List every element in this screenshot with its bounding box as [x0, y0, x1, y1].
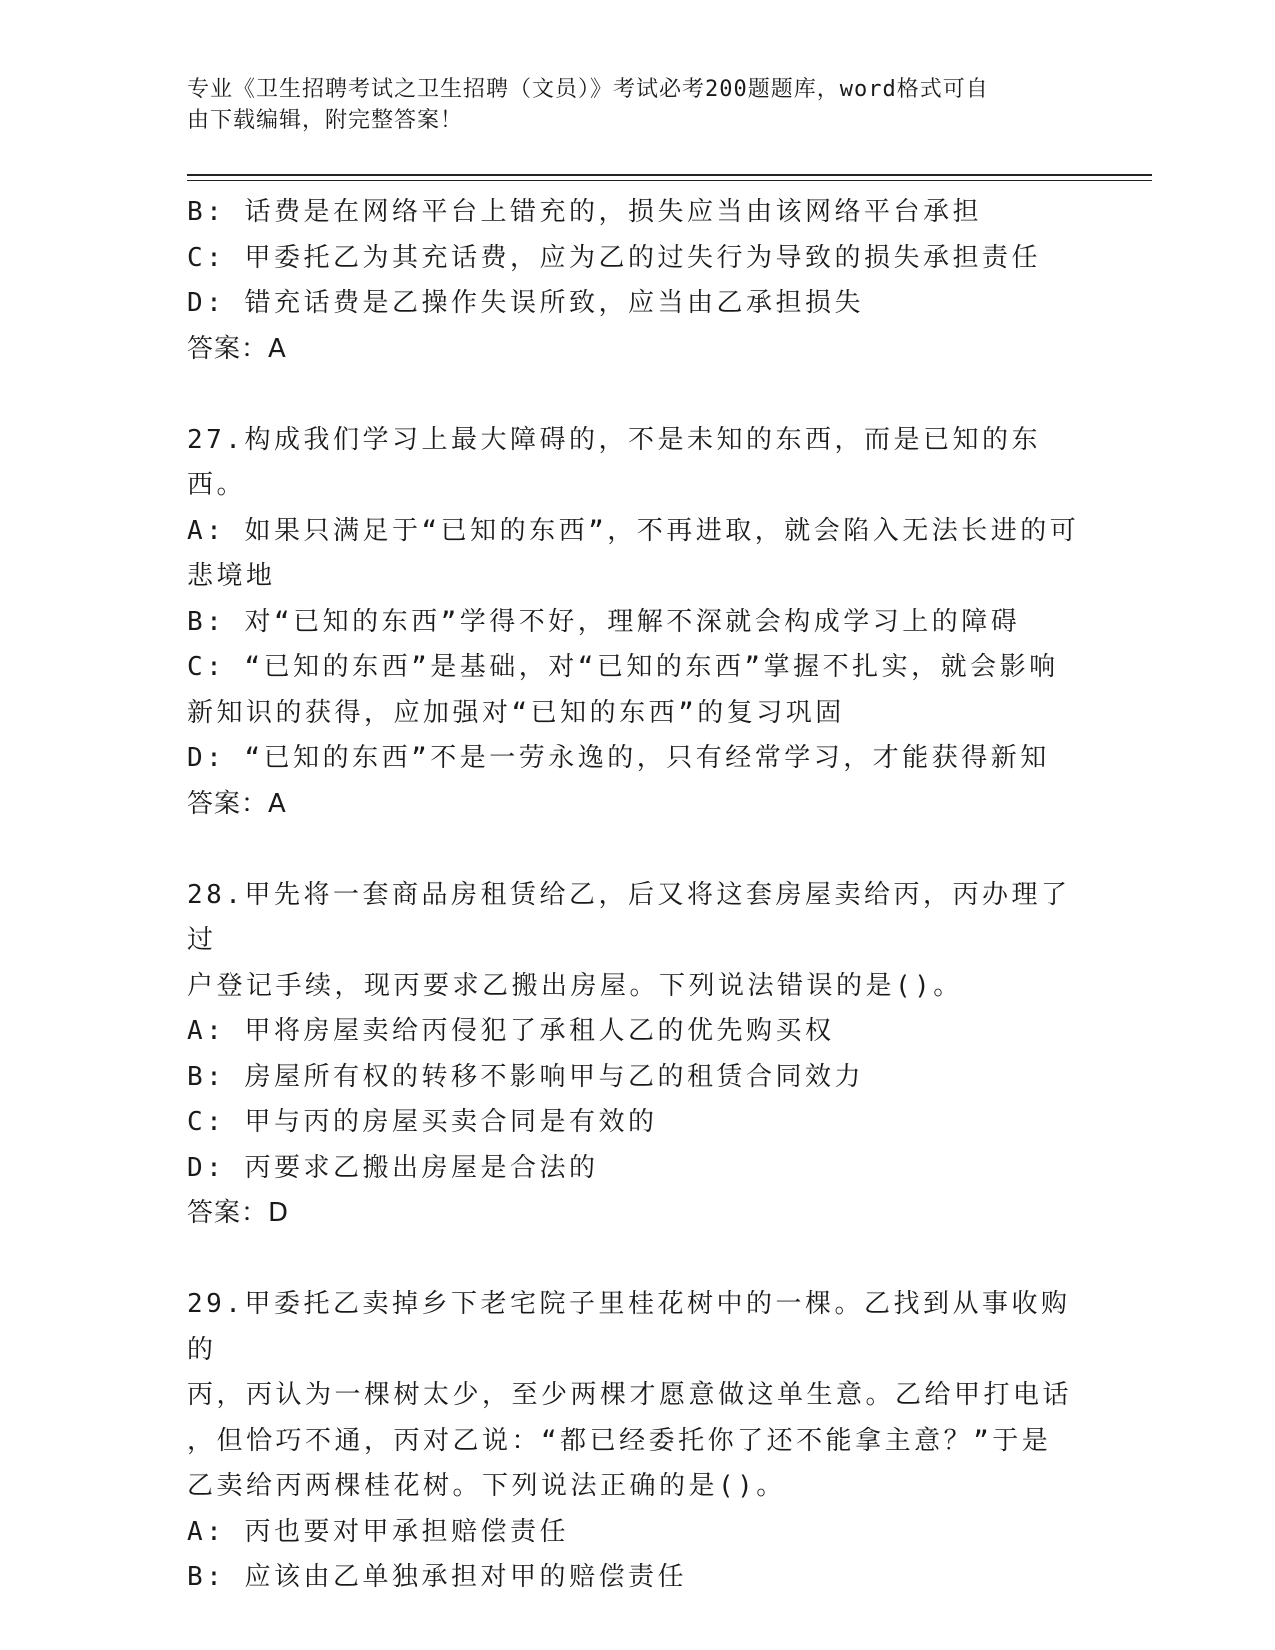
question-stem-continued: 户登记手续，现丙要求乙搬出房屋。下列说法错误的是()。 — [187, 970, 963, 1001]
option-c: C: 甲与丙的房屋买卖合同是有效的 — [187, 1107, 658, 1137]
answer-line: 答案：D — [187, 1198, 290, 1228]
option-d: D: “已知的东西”不是一劳永逸的，只有经常学习，才能获得新知 — [187, 743, 1050, 773]
question-stem: 29.甲委托乙卖掉乡下老宅院子里桂花树中的一棵。乙找到从事收购的 — [187, 1289, 1071, 1365]
option-a: A: 如果只满足于“已知的东西”，不再进取，就会陷入无法长进的可 — [187, 515, 1080, 546]
question-stem-continued: ，但恰巧不通，丙对乙说：“都已经委托你了还不能拿主意？”于是 — [187, 1425, 1052, 1456]
answer-line: 答案：A — [187, 788, 287, 819]
question-28 — [187, 873, 1087, 1237]
header-divider-thick — [187, 174, 1152, 176]
option-c-continued: 新知识的获得，应加强对“已知的东西”的复习巩固 — [187, 697, 845, 728]
header-divider-thin — [187, 180, 1152, 181]
option-b: B: 房屋所有权的转移不影响甲与乙的租赁合同效力 — [187, 1061, 864, 1092]
question-29 — [187, 1282, 1087, 1601]
question-gap — [187, 372, 1087, 418]
question-gap — [187, 827, 1087, 873]
option-a-continued: 悲境地 — [187, 561, 276, 591]
answer-line: 答案：A — [187, 333, 287, 364]
header-line-1: 专业《卫生招聘考试之卫生招聘（文员）》考试必考200题题库，word格式可自 — [187, 77, 989, 102]
option-c: C: 甲委托乙为其充话费，应为乙的过失行为导致的损失承担责任 — [187, 242, 1041, 273]
option-b: B: 对“已知的东西”学得不好，理解不深就会构成学习上的障碍 — [187, 606, 1021, 637]
header-line-2: 由下载编辑，附完整答案！ — [187, 108, 464, 133]
question-gap — [187, 1237, 1087, 1283]
option-a: A: 丙也要对甲承担赔偿责任 — [187, 1516, 569, 1547]
option-c: C: “已知的东西”是基础，对“已知的东西”掌握不扎实，就会影响 — [187, 652, 1059, 682]
option-d: D: 错充话费是乙操作失误所致，应当由乙承担损失 — [187, 288, 864, 318]
question-stem: 27.构成我们学习上最大障碍的，不是未知的东西，而是已知的东西。 — [187, 424, 1041, 500]
option-b: B: 话费是在网络平台上错充的，损失应当由该网络平台承担 — [187, 197, 982, 227]
question-stem-continued: 丙，丙认为一棵树太少，至少两棵才愿意做这单生意。乙给甲打电话 — [187, 1380, 1073, 1410]
question-26 — [187, 190, 1087, 372]
document-header — [187, 74, 1087, 136]
option-d: D: 丙要求乙搬出房屋是合法的 — [187, 1152, 599, 1183]
question-stem: 28.甲先将一套商品房租赁给乙，后又将这套房屋卖给丙，丙办理了过 — [187, 879, 1071, 955]
question-27 — [187, 418, 1087, 828]
question-stem-continued: 乙卖给丙两棵桂花树。下列说法正确的是()。 — [187, 1471, 786, 1501]
option-b: B: 应该由乙单独承担对甲的赔偿责任 — [187, 1562, 687, 1592]
question-content — [187, 190, 1087, 1601]
option-a: A: 甲将房屋卖给丙侵犯了承租人乙的优先购买权 — [187, 1016, 835, 1046]
